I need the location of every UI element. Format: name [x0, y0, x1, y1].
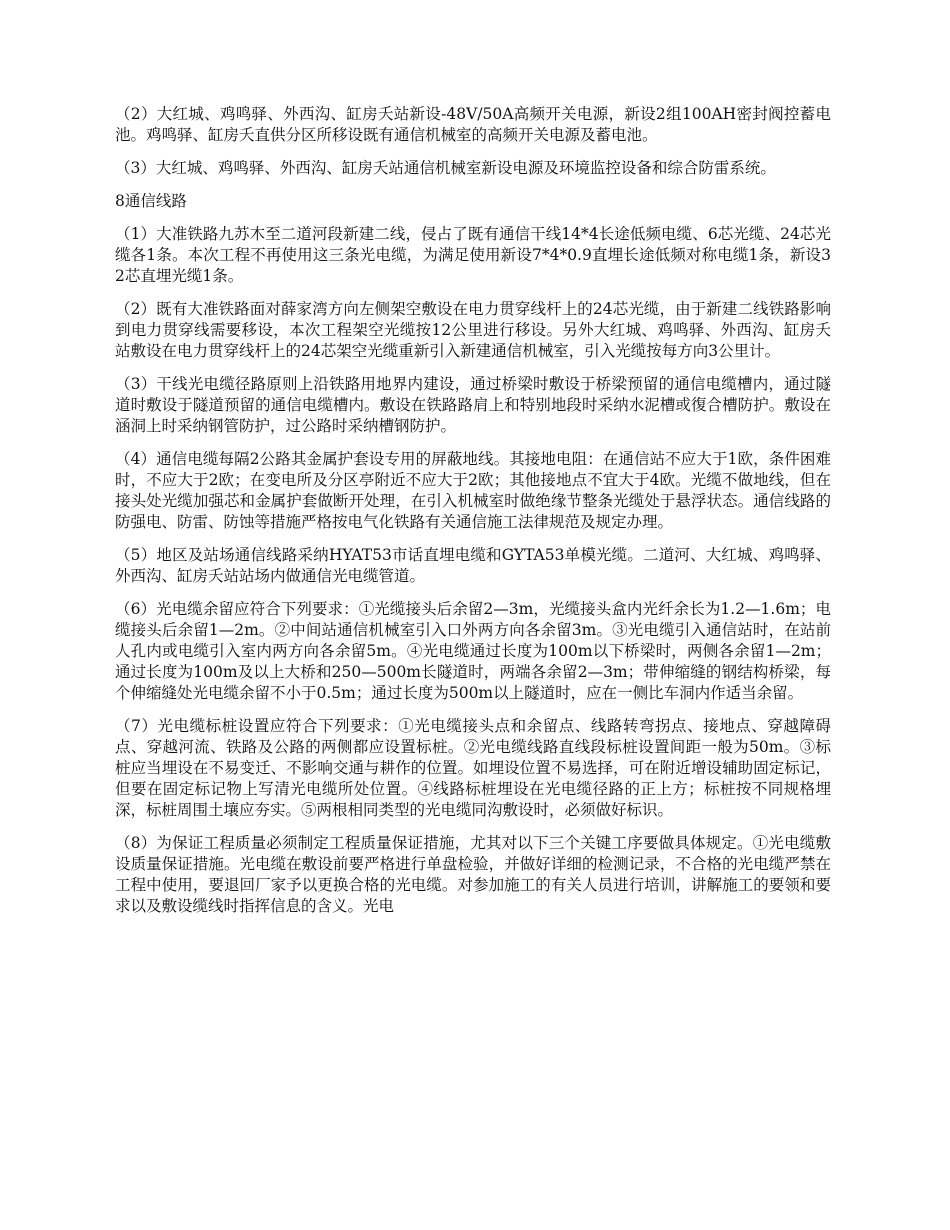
paragraph-power-supply: （2）大红城、鸡鸣驿、外西沟、缸房夭站新设-48V/50A高频开关电源，新设2组100AH密封阀控蓄电池。鸡鸣驿、缸房夭直供分区所移设既有通信机械室的高频开关电源及蓄电池。 — [115, 105, 831, 144]
section-heading-communication-lines: 8通信线路 — [115, 192, 187, 210]
paragraph-cable-markers: （7）光电缆标桩设置应符合下列要求：①光电缆接头点和余留点、线路转弯拐点、接地点、穿越障碍点、穿越河流、铁路及公路的两侧都应设置标桩。②光电缆线路直线段标桩设置间距一般为50m。③标桩应当埋设在不易变迁、不影响交通与耕作的位置。如埋设位置不易选择，可在附近增设辅助固定标记，但要在固定标记物上写清光电缆所处位置。④线路标桩埋设在光电缆径路的正上方；标桩按不同规格埋深，标桩周围土壤应夯实。⑤两根相同类型的光电缆同沟敷设时，必须做好标识。 — [115, 717, 831, 819]
paragraph-aerial-cable-relocation: （2）既有大准铁路面对薛家湾方向左侧架空敷设在电力贯穿线杆上的24芯光缆，由于新建二线铁路影响到电力贯穿线需要移设，本次工程架空光缆按12公里进行移设。另外大红城、鸡鸣驿、外西沟、缸房夭站敷设在电力贯穿线杆上的24芯架空光缆重新引入新建通信机械室，引入光缆按每方向3公里计。 — [115, 300, 831, 360]
paragraph-cable-route: （3）干线光电缆径路原则上沿铁路用地界内建设，通过桥梁时敷设于桥梁预留的通信电缆槽内，通过隧道时敷设于隧道预留的通信电缆槽内。敷设在铁路路肩上和特别地段时采纳水泥槽或復合槽防护。敷设在涵洞上时采纳钢管防护，过公路时采纳槽钢防护。 — [115, 375, 831, 435]
paragraph-grounding: （4）通信电缆每隔2公路其金属护套设专用的屏蔽地线。其接地电阻：在通信站不应大于1欧，条件困难时，不应大于2欧；在变电所及分区亭附近不应大于2欧；其他接地点不宜大于4欧。光缆不做地线，但在接头处光缆加强芯和金属护套做断开处理，在引入机械室时做绝缘节整条光缆处于悬浮状态。通信线路的防强电、防雷、防蚀等措施严格按电气化铁路有关通信施工法律规范及规定办理。 — [115, 450, 831, 531]
document-page — [115, 104, 831, 929]
paragraph-new-second-line: （1）大准铁路九苏木至二道河段新建二线，侵占了既有通信干线14*4长途低频电缆、6芯光缆、24芯光缆各1条。本次工程不再使用这三条光电缆，为满足使用新设7*4*0.9直埋长途低频对称电缆1条，新设32芯直埋光缆1条。 — [115, 225, 831, 285]
paragraph-environment-monitoring: （3）大红城、鸡鸣驿、外西沟、缸房夭站通信机械室新设电源及环境监控设备和综合防雷系统。 — [115, 159, 776, 177]
paragraph-station-cables: （5）地区及站场通信线路采纳HYAT53市话直埋电缆和GYTA53单模光缆。二道河、大红城、鸡鸣驿、外西沟、缸房夭站站场内做通信光电缆管道。 — [115, 546, 831, 585]
paragraph-cable-reserve: （6）光电缆余留应符合下列要求：①光缆接头后余留2—3m，光缆接头盒内光纤余长为1.2—1.6m；电缆接头后余留1—2m。②中间站通信机械室引入口外两方向各余留3m。③光电缆引入通信站时，在站前人孔内或电缆引入室内两方向各余留5m。④光电缆通过长度为100m以下桥梁时，两侧各余留1—2m；通过长度为100m及以上大桥和250—500m长隧道时，两端各余留2—3m；带伸缩缝的钢结构桥梁，每个伸缩缝处光电缆余留不小于0.5m；通过长度为500m以上隧道时，应在一侧比车洞内作适当余留。 — [115, 600, 831, 702]
paragraph-quality-assurance: （8）为保证工程质量必须制定工程质量保证措施，尤其对以下三个关键工序要做具体规定。①光电缆敷设质量保证措施。光电缆在敷设前要严格进行单盘检验，并做好详细的检测记录，不合格的光电缆严禁在工程中使用，要退回厂家予以更换合格的光电缆。对参加施工的有关人员进行培训，讲解施工的要领和要求以及敷设缆线时指挥信息的含义。光电 — [115, 834, 831, 915]
